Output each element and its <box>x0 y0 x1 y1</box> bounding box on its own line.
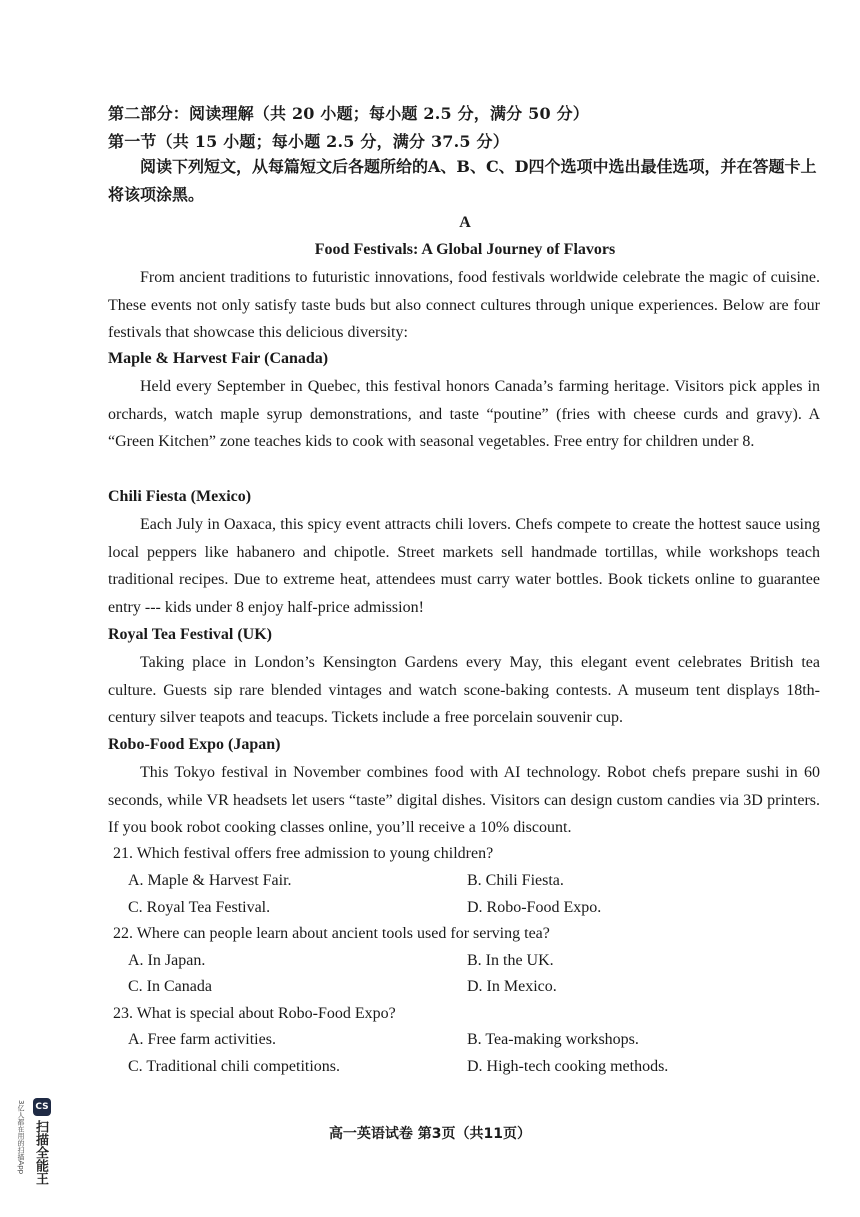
option-d: D. High-tech cooking methods. <box>467 1058 669 1075</box>
festival-heading: Robo-Food Expo (Japan) <box>108 736 281 753</box>
option-a: A. Maple & Harvest Fair. <box>128 872 292 889</box>
scanner-logo-icon: CS <box>33 1098 51 1116</box>
scanner-brand: 扫描全能王 <box>33 1120 48 1185</box>
option-a: A. Free farm activities. <box>128 1031 276 1048</box>
option-b: B. Tea-making workshops. <box>467 1031 639 1048</box>
section-heading: 第一节（共 15 小题；每小题 2.5 分，满分 37.5 分） <box>108 132 509 151</box>
scanner-watermark <box>14 1098 54 1202</box>
option-b: B. Chili Fiesta. <box>467 872 564 889</box>
festival-heading: Maple & Harvest Fair (Canada) <box>108 350 329 367</box>
festival-heading: Chili Fiesta (Mexico) <box>108 488 252 505</box>
instruction-text: 阅读下列短文，从每篇短文后各题所给的A、B、C、D四个选项中选出最佳选项，并在答题卡上将该项涂黑。 <box>108 157 817 204</box>
festival-text: Taking place in London’s Kensington Gardens every May, this elegant event celebrates British tea culture. Guests sip rare blended vintages and watch scone-baking contests. A museum tent displays 18th-century silver teapots and teacups. Tickets include a free porcelain souvenir cup. <box>108 654 820 726</box>
festival-text: This Tokyo festival in November combines food with AI technology. Robot chefs prepare sushi in 60 seconds, while VR headsets let users “taste” digital dishes. Visitors can design custom candies via 3D printers. If you book robot cooking classes online, you’ll receive a 10% discount. <box>108 764 820 836</box>
question-stem: 22. Where can people learn about ancient tools used for serving tea? <box>113 925 550 942</box>
part-heading: 第二部分：阅读理解（共 20 小题；每小题 2.5 分，满分 50 分） <box>108 104 589 123</box>
festival-text: Each July in Oaxaca, this spicy event attracts chili lovers. Chefs compete to create the hottest sauce using local peppers like habanero and chipotle. Street markets sell handmade tortillas, while workshops teach traditional recipes. Due to extreme heat, attendees must carry water bottles. Book tickets online to guarantee entry --- kids under 8 enjoy half-price admission! <box>108 516 820 616</box>
passage-title: Food Festivals: A Global Journey of Flavors <box>314 241 616 258</box>
question-stem: 21. Which festival offers free admission to young children? <box>113 845 494 862</box>
option-c: C. Royal Tea Festival. <box>128 899 271 916</box>
scanner-tagline: 3亿人都在用的扫描App <box>17 1100 25 1175</box>
festival-heading: Royal Tea Festival (UK) <box>108 626 272 643</box>
passage-intro: From ancient traditions to futuristic innovations, food festivals worldwide celebrate the magic of cuisine. These events not only satisfy taste buds but also connect cultures through unique experiences. Below are four festivals that showcase this delicious diversity: <box>108 269 820 341</box>
festival-text: Held every September in Quebec, this festival honors Canada’s farming heritage. Visitors pick apples in orchards, watch maple syrup demonstrations, and taste “poutine” (fries with cheese curds and gravy). A “Green Kitchen” zone teaches kids to cook with seasonal vegetables. Free entry for children under 8. <box>108 378 820 450</box>
option-b: B. In the UK. <box>467 952 554 969</box>
option-a: A. In Japan. <box>128 952 206 969</box>
page-footer: 高一英语试卷 第3页（共11页） <box>328 1126 532 1142</box>
question-stem: 23. What is special about Robo-Food Expo? <box>113 1005 396 1022</box>
option-d: D. Robo-Food Expo. <box>467 899 602 916</box>
option-c: C. In Canada <box>128 978 212 995</box>
option-d: D. In Mexico. <box>467 978 557 995</box>
option-c: C. Traditional chili competitions. <box>128 1058 340 1075</box>
passage-label: A <box>459 214 471 231</box>
